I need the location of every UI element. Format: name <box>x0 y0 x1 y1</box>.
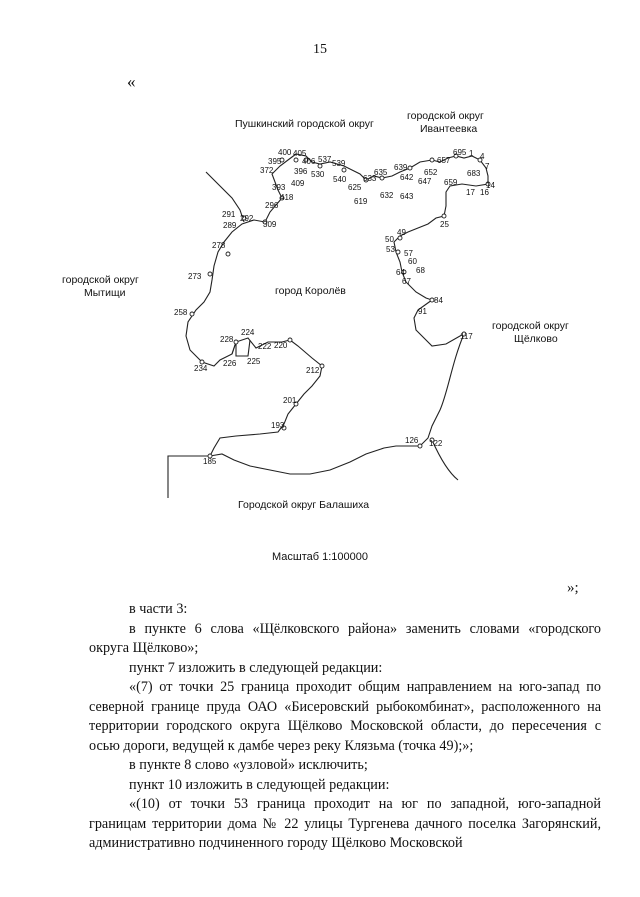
point-label: 292 <box>240 214 254 223</box>
point-label: 683 <box>467 169 481 178</box>
point-label: 222 <box>258 342 272 351</box>
paragraph: пункт 10 изложить в следующей редакции: <box>129 776 390 793</box>
paragraph: в пункте 8 слово «узловой» исключить; <box>129 757 368 773</box>
opening-quote: « <box>127 72 136 91</box>
point-label: 652 <box>424 168 438 177</box>
paragraph: пункт 7 изложить в следующей редакции: <box>129 659 383 676</box>
point-label: 619 <box>354 197 368 206</box>
point-label: 60 <box>408 257 417 266</box>
point-label: 405 <box>293 149 307 158</box>
point-label: 635 <box>374 168 388 177</box>
point-label: 406 <box>302 157 316 166</box>
point-label: 7 <box>485 162 490 171</box>
point-label: 228 <box>220 335 234 344</box>
point-label: 201 <box>283 396 297 405</box>
point-label: 633 <box>363 174 377 183</box>
point-label: 91 <box>418 307 427 316</box>
point-label: 395 <box>268 157 282 166</box>
point-label: 400 <box>278 148 292 157</box>
west-boundary <box>186 220 322 456</box>
point-label: 53 <box>386 245 395 254</box>
point-label: 393 <box>272 183 286 192</box>
label-ivanteevka-line1: городской округ <box>407 110 484 122</box>
point-label: 185 <box>203 457 217 466</box>
point-label: 49 <box>397 228 406 237</box>
point-label: 84 <box>434 296 443 305</box>
point-label: 409 <box>291 179 305 188</box>
point-label: 25 <box>440 220 449 229</box>
point-label: 396 <box>294 167 308 176</box>
point-label: 126 <box>405 436 419 445</box>
point-label: 530 <box>311 170 325 179</box>
paragraph: «(7) от точки 25 граница проходит общим направлением на юго-запад по северной границе пруда ОАО «Бисеровский рыбокомбинат», расположенного на территории городского округа Щёлково Московской области, до пересечения с осью дороги, ведущей к дамбе через реку Клязьма (точка 49);»; <box>89 679 601 754</box>
point-label: 639 <box>394 163 408 172</box>
point-label: 50 <box>385 235 394 244</box>
point-label: 258 <box>174 308 188 317</box>
paragraph: «(10) от точки 53 граница проходит на юг по западной, юго-западной границам территории дома № 22 улицы Тургенева дачного поселка Загорянский, административно подчиненного городу Щёлково Московской <box>89 796 601 851</box>
point-label: 117 <box>460 332 473 341</box>
city-boundary <box>210 154 488 474</box>
label-mytishchi-line2: Мытищи <box>84 287 126 299</box>
boundary-nodes <box>190 154 490 458</box>
point-label: 67 <box>402 277 411 286</box>
point-label: 309 <box>263 220 277 229</box>
point-label: 296 <box>265 201 279 210</box>
label-korolev: город Королёв <box>275 285 346 297</box>
point-label: 234 <box>194 364 208 373</box>
point-label: 418 <box>280 193 294 202</box>
point-label: 659 <box>444 178 458 187</box>
point-label: 291 <box>222 210 236 219</box>
paragraph: в части 3: <box>129 601 188 617</box>
point-label: 226 <box>223 359 237 368</box>
point-label: 289 <box>223 221 237 230</box>
point-label: 657 <box>437 156 451 165</box>
point-label: 278 <box>212 241 226 250</box>
document-body <box>89 600 601 854</box>
point-label: 625 <box>348 183 362 192</box>
label-balashikha: Городской округ Балашиха <box>238 499 370 511</box>
point-label: 122 <box>429 439 443 448</box>
label-shchelkovo-line2: Щёлково <box>514 333 558 345</box>
label-ivanteevka-line2: Ивантеевка <box>420 123 478 135</box>
label-shchelkovo-line1: городской округ <box>492 320 569 332</box>
point-label: 695 <box>453 148 467 157</box>
point-label: 540 <box>333 175 347 184</box>
point-label: 539 <box>332 159 346 168</box>
point-label: 225 <box>247 357 261 366</box>
point-label: 17 <box>466 188 475 197</box>
point-label: 220 <box>274 341 288 350</box>
point-label: 212 <box>306 366 320 375</box>
point-label: 224 <box>241 328 255 337</box>
point-label: 4 <box>480 152 485 161</box>
point-label: 537 <box>318 155 332 164</box>
point-label: 68 <box>416 266 425 275</box>
point-label: 273 <box>188 272 202 281</box>
point-label: 1 <box>469 149 474 158</box>
point-label: 642 <box>400 173 414 182</box>
paragraph: в пункте 6 слова «Щёлковского района» заменить словами «городского округа Щёлково»; <box>89 620 601 656</box>
point-label: 372 <box>260 166 274 175</box>
map-scale: Масштаб 1:100000 <box>272 551 368 563</box>
point-label: 643 <box>400 192 414 201</box>
point-label: 16 <box>480 188 489 197</box>
point-label: 193 <box>271 421 285 430</box>
point-label: 57 <box>404 249 413 258</box>
point-label: 64 <box>396 268 405 277</box>
point-label: 632 <box>380 191 394 200</box>
closing-quote: »; <box>567 580 579 596</box>
page-number: 15 <box>313 42 327 57</box>
label-pushkinsky: Пушкинский городской округ <box>235 118 374 130</box>
label-mytishchi-line1: городской округ <box>62 274 139 286</box>
point-label: 14 <box>486 181 495 190</box>
point-label: 647 <box>418 177 432 186</box>
